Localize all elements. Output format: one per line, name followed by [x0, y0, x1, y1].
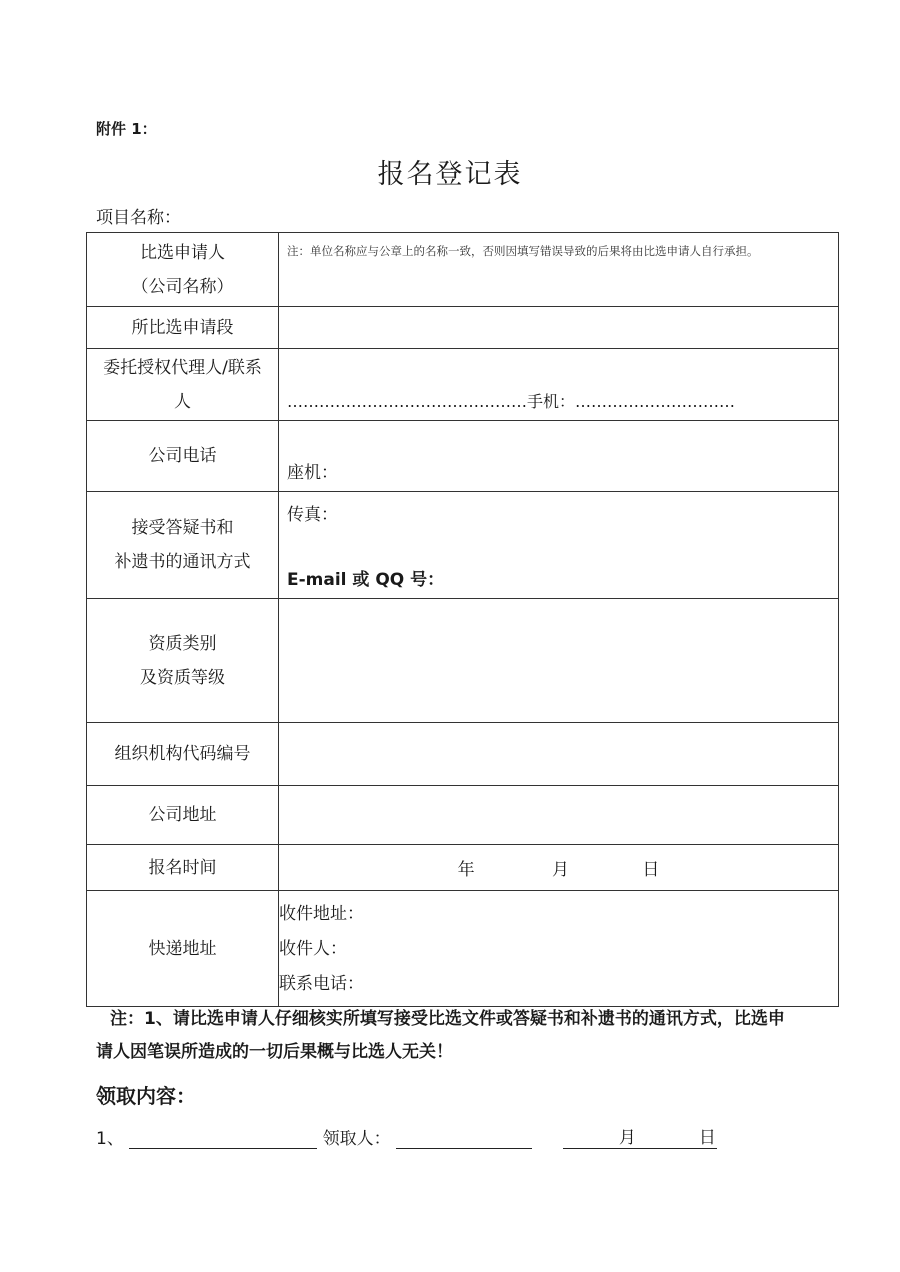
agent-label-line2: 人	[174, 391, 191, 412]
footer-note	[96, 1003, 836, 1069]
agent-field[interactable]	[279, 349, 839, 421]
applicant-label	[87, 233, 279, 307]
agent-label	[87, 349, 279, 421]
month-label: 月	[552, 860, 569, 880]
applicant-label-line2: （公司名称）	[131, 276, 234, 297]
comm-label	[87, 492, 279, 599]
segment-field[interactable]	[279, 307, 839, 349]
applicant-label-line1: 比选申请人	[140, 242, 225, 263]
project-name-label: 项目名称：	[96, 208, 181, 228]
address-label: 公司地址	[87, 786, 279, 845]
applicant-field[interactable]	[279, 233, 839, 307]
recv-person-label: 收件人：	[279, 939, 347, 959]
receive-content-title: 领取内容：	[96, 1084, 196, 1108]
qualification-field[interactable]	[279, 599, 839, 723]
receiver-field[interactable]	[396, 1128, 532, 1149]
receive-line	[96, 1124, 717, 1149]
receive-month-label: 月	[618, 1128, 636, 1148]
day-label: 日	[642, 860, 660, 880]
item-number: 1、	[96, 1129, 124, 1149]
qual-label-line2: 及资质等级	[140, 667, 225, 688]
address-field[interactable]	[279, 786, 839, 845]
express-label: 快递地址	[87, 891, 279, 1007]
phone-label: 公司电话	[87, 421, 279, 492]
express-field[interactable]	[279, 891, 839, 1007]
footer-note-line2: 请人因笔误所造成的一切后果概与比选人无关！	[96, 1042, 453, 1062]
page-title: 报名登记表	[377, 159, 523, 190]
applicant-note: 注：单位名称应与公章上的名称一致，否则因填写错误导致的后果将由比选申请人自行承担。	[287, 244, 759, 258]
org-code-field[interactable]	[279, 723, 839, 786]
receiver-label: 领取人：	[322, 1129, 391, 1149]
landline-label: 座机：	[287, 463, 338, 483]
time-label: 报名时间	[87, 845, 279, 891]
year-label: 年	[457, 860, 475, 880]
qualification-label	[87, 599, 279, 723]
attachment-label: 附件 1：	[96, 120, 157, 138]
agent-label-line1: 委托授权代理人/联系	[103, 357, 262, 378]
recv-address-label: 收件地址：	[279, 904, 364, 924]
phone-field[interactable]	[279, 421, 839, 492]
recv-phone-label: 联系电话：	[279, 974, 364, 994]
receive-content-field[interactable]	[129, 1128, 317, 1149]
time-field[interactable]	[279, 845, 839, 891]
fax-label: 传真：	[287, 505, 338, 525]
comm-label-line1: 接受答疑书和	[131, 518, 234, 538]
comm-field[interactable]	[279, 492, 839, 599]
agent-value: ………………………………………手机：…………………………	[287, 392, 736, 411]
email-label: E-mail 或 QQ 号：	[287, 570, 445, 590]
qual-label-line1: 资质类别	[148, 633, 217, 654]
comm-label-line2: 补遗书的通讯方式	[114, 552, 251, 572]
receive-day-label: 日	[698, 1128, 716, 1148]
footer-note-line1: 注：1、请比选申请人仔细核实所填写接受比选文件或答疑书和补遗书的通讯方式，比选申	[110, 1009, 785, 1029]
receive-date-field[interactable]	[563, 1128, 717, 1149]
segment-label: 所比选申请段	[87, 307, 279, 349]
org-code-label: 组织机构代码编号	[87, 723, 279, 786]
registration-form-table	[86, 232, 839, 1007]
